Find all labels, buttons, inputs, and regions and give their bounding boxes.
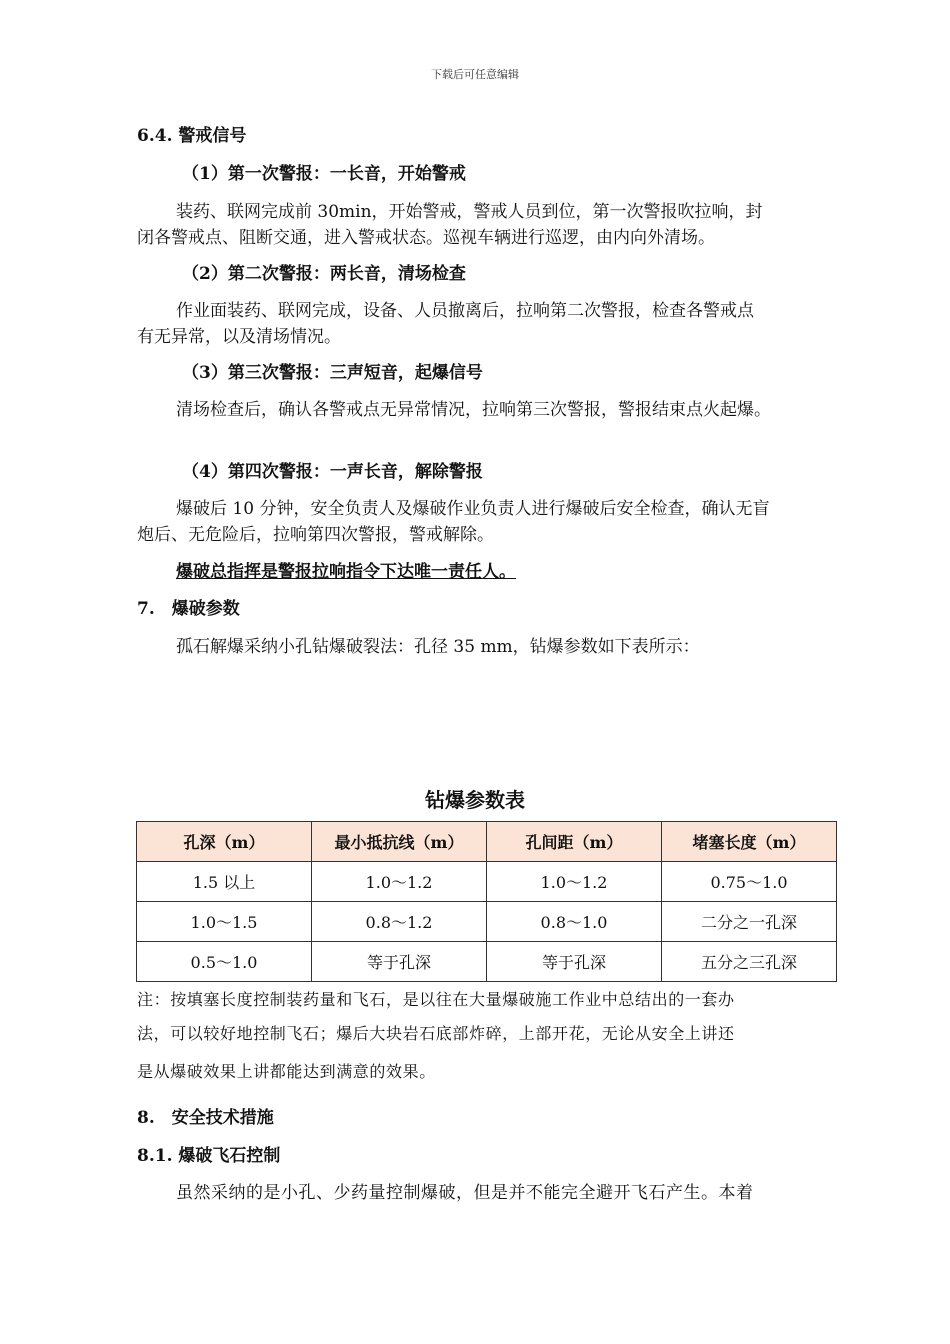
paragraph-line: 爆破后 10 分钟，安全负责人及爆破作业负责人进行爆破后安全检查，确认无盲 xyxy=(176,499,770,519)
table-note-line: 是从爆破效果上讲都能达到满意的效果。 xyxy=(137,1062,436,1081)
table-cell: 等于孔深 xyxy=(312,942,487,982)
section-heading-8: 8. 安全技术措施 xyxy=(137,1108,274,1128)
table-row xyxy=(137,862,837,902)
table-cell: 等于孔深 xyxy=(487,942,662,982)
paragraph-line: 虽然采纳的是小孔、少药量控制爆破，但是并不能完全避开飞石产生。本着 xyxy=(176,1183,754,1203)
drilling-parameters-table xyxy=(136,821,837,982)
alarm-heading-4: （4）第四次警报：一声长音，解除警报 xyxy=(182,462,483,482)
table-cell: 0.75～1.0 xyxy=(662,862,837,902)
table-note-line: 注：按填塞长度控制装药量和飞石，是以往在大量爆破施工作业中总结出的一套办 xyxy=(137,990,735,1009)
column-header: 孔深（m） xyxy=(137,822,312,862)
paragraph-line: 作业面装药、联网完成，设备、人员撤离后，拉响第二次警报，检查各警戒点 xyxy=(176,301,754,321)
section-heading-7: 7. 爆破参数 xyxy=(137,599,240,619)
paragraph-line: 装药、联网完成前 30min，开始警戒，警戒人员到位，第一次警报吹拉响，封 xyxy=(176,202,763,222)
table-note-line: 法，可以较好地控制飞石；爆后大块岩石底部炸碎，上部开花，无论从安全上讲还 xyxy=(137,1024,735,1043)
alarm-heading-1: （1）第一次警报：一长音，开始警戒 xyxy=(182,164,466,184)
section-heading-6-4: 6.4. 警戒信号 xyxy=(137,126,247,146)
table-cell: 0.5～1.0 xyxy=(137,942,312,982)
column-header: 堵塞长度（m） xyxy=(662,822,837,862)
column-header: 最小抵抗线（m） xyxy=(312,822,487,862)
paragraph-line: 孤石解爆采纳小孔钻爆破裂法：孔径 35 mm，钻爆参数如下表所示： xyxy=(176,637,700,657)
table-row xyxy=(137,902,837,942)
table-row xyxy=(137,942,837,982)
paragraph-line: 炮后、无危险后，拉响第四次警报，警戒解除。 xyxy=(137,525,494,545)
table-header-row xyxy=(137,822,837,862)
alarm-heading-3: （3）第三次警报：三声短音，起爆信号 xyxy=(182,363,483,383)
table-cell: 0.8～1.0 xyxy=(487,902,662,942)
section-heading-8-1: 8.1. 爆破飞石控制 xyxy=(137,1146,281,1166)
column-header: 孔间距（m） xyxy=(487,822,662,862)
table-cell: 1.5 以上 xyxy=(137,862,312,902)
paragraph-line: 闭各警戒点、阻断交通，进入警戒状态。巡视车辆进行巡逻，由内向外清场。 xyxy=(137,228,715,248)
page-header: 下载后可任意编辑 xyxy=(431,68,519,81)
emphasis-statement: 爆破总指挥是警报拉响指令下达唯一责任人。 xyxy=(176,562,516,582)
paragraph-line: 有无异常，以及清场情况。 xyxy=(137,327,341,347)
alarm-heading-2: （2）第二次警报：两长音，清场检查 xyxy=(182,264,466,284)
table-cell: 1.0～1.5 xyxy=(137,902,312,942)
paragraph-line: 清场检查后，确认各警戒点无异常情况，拉响第三次警报，警报结束点火起爆。 xyxy=(176,400,771,420)
table-cell: 1.0～1.2 xyxy=(312,862,487,902)
table-title: 钻爆参数表 xyxy=(425,788,525,812)
table-cell: 0.8～1.2 xyxy=(312,902,487,942)
table-cell: 二分之一孔深 xyxy=(662,902,837,942)
table-cell: 五分之三孔深 xyxy=(662,942,837,982)
table-cell: 1.0～1.2 xyxy=(487,862,662,902)
